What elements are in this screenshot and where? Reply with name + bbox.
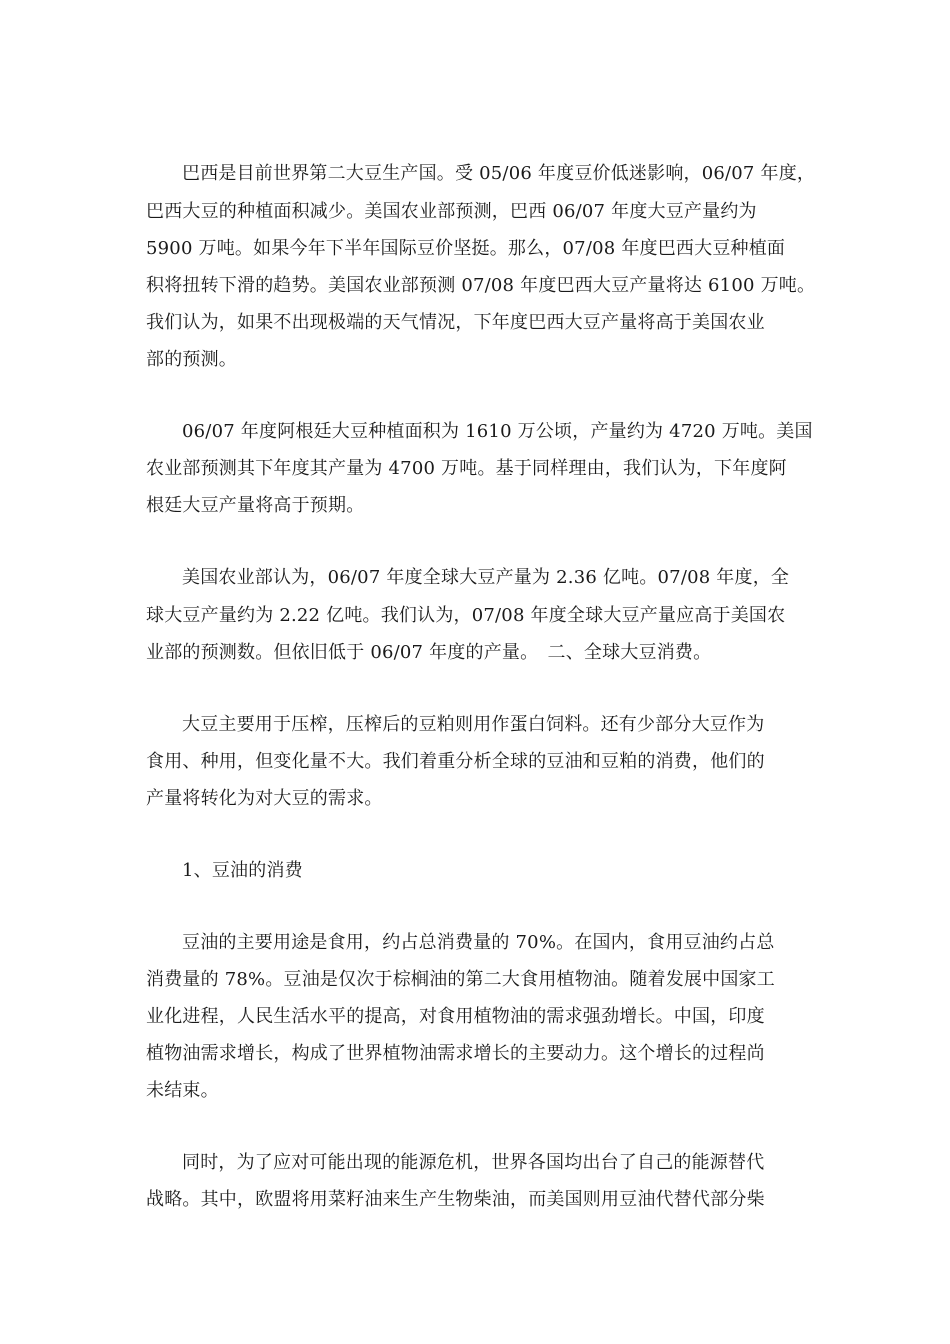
paragraph-2-line-3: 根廷大豆产量将高于预期。	[146, 495, 365, 516]
paragraph-6-line-5: 未结束。	[146, 1080, 219, 1101]
paragraph-2-line-2: 农业部预测其下年度其产量为 4700 万吨。基于同样理由，我们认为，下年度阿	[146, 458, 787, 479]
paragraph-7-line-2: 战略。其中，欧盟将用菜籽油来生产生物柴油，而美国则用豆油代替代部分柴	[146, 1189, 765, 1210]
paragraph-3-line-2: 球大豆产量约为 2.22 亿吨。我们认为，07/08 年度全球大豆产量应高于美国农	[146, 605, 786, 626]
paragraph-6-line-3: 业化进程，人民生活水平的提高，对食用植物油的需求强劲增长。中国，印度	[146, 1006, 765, 1027]
paragraph-6-line-4: 植物油需求增长，构成了世界植物油需求增长的主要动力。这个增长的过程尚	[146, 1043, 765, 1064]
paragraph-1-line-5: 我们认为，如果不出现极端的天气情况，下年度巴西大豆产量将高于美国农业	[146, 312, 765, 333]
paragraph-6-line-1: 豆油的主要用途是食用，约占总消费量的 70%。在国内，食用豆油约占总	[182, 932, 775, 953]
paragraph-1-line-1: 巴西是目前世界第二大豆生产国。受 05/06 年度豆价低迷影响，06/07 年度，	[182, 163, 816, 184]
section-heading-soybean-oil: 1、豆油的消费	[182, 860, 303, 881]
paragraph-4-line-2: 食用、种用，但变化量不大。我们着重分析全球的豆油和豆粕的消费，他们的	[146, 751, 765, 772]
paragraph-1-line-2: 巴西大豆的种植面积减少。美国农业部预测，巴西 06/07 年度大豆产量约为	[146, 201, 757, 222]
paragraph-4-line-3: 产量将转化为对大豆的需求。	[146, 788, 383, 809]
paragraph-7-line-1: 同时，为了应对可能出现的能源危机，世界各国均出台了自己的能源替代	[182, 1152, 765, 1173]
paragraph-1-line-6: 部的预测。	[146, 349, 237, 370]
paragraph-4-line-1: 大豆主要用于压榨，压榨后的豆粕则用作蛋白饲料。还有少部分大豆作为	[182, 714, 765, 735]
paragraph-1-line-3: 5900 万吨。如果今年下半年国际豆价坚挺。那么，07/08 年度巴西大豆种植面	[146, 238, 786, 259]
paragraph-2-line-1: 06/07 年度阿根廷大豆种植面积为 1610 万公顷，产量约为 4720 万吨。美国	[182, 421, 813, 442]
paragraph-3-line-1: 美国农业部认为，06/07 年度全球大豆产量为 2.36 亿吨。07/08 年度，全	[182, 567, 790, 588]
paragraph-3-line-3: 业部的预测数。但依旧低于 06/07 年度的产量。 二、全球大豆消费。	[146, 642, 712, 663]
paragraph-1-line-4: 积将扭转下滑的趋势。美国农业部预测 07/08 年度巴西大豆产量将达 6100 万吨。	[146, 275, 816, 296]
paragraph-6-line-2: 消费量的 78%。豆油是仅次于棕榈油的第二大食用植物油。随着发展中国家工	[146, 969, 775, 990]
